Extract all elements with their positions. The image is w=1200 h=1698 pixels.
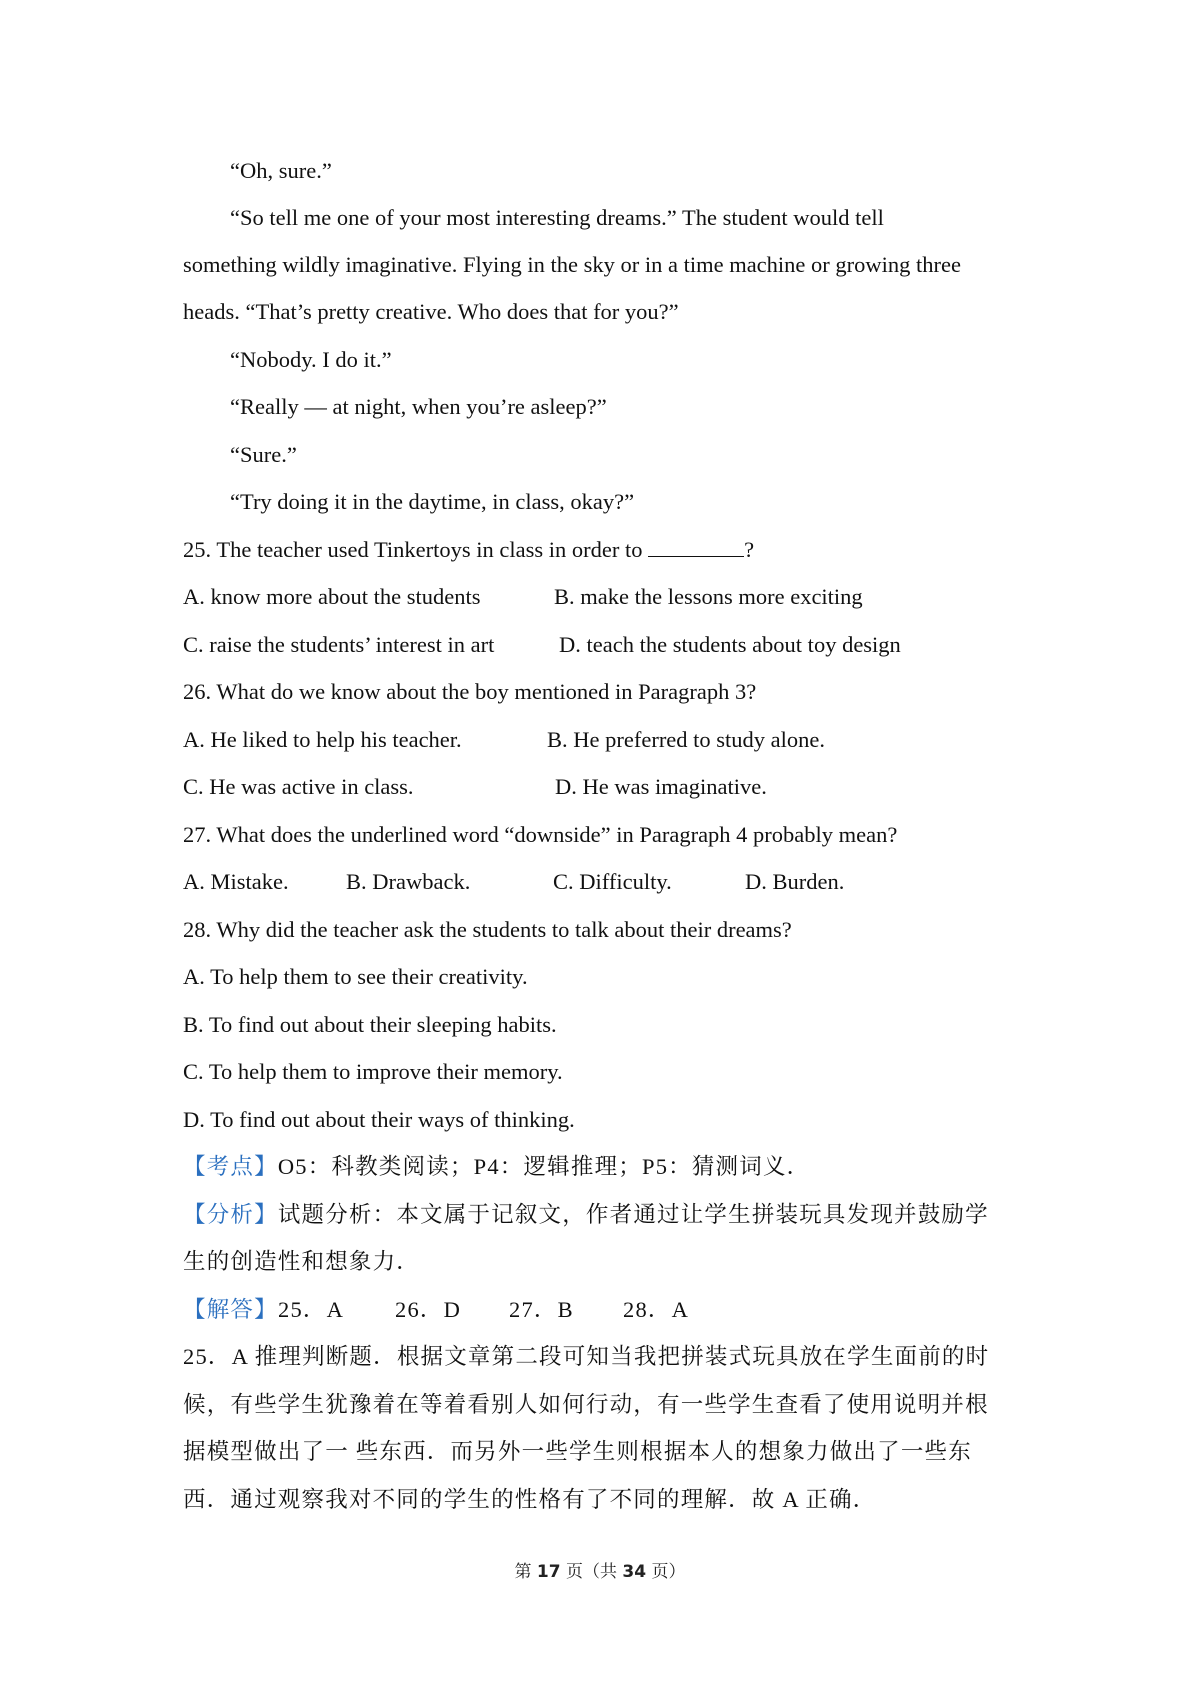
footer-middle: 页（共 [560, 1562, 623, 1582]
question-28-stem: 28. Why did the teacher ask the students to talk about their dreams? [183, 917, 792, 942]
q28-option-d: D. To find out about their ways of thinking. [183, 1107, 575, 1132]
q26-option-a: A. He liked to help his teacher. [183, 727, 462, 752]
q25-option-d: D. teach the students about toy design [559, 632, 901, 657]
q25-option-b: B. make the lessons more exciting [554, 584, 863, 609]
explanation-line-1: 25．A 推理判断题．根据文章第二段可知当我把拼装式玩具放在学生面前的时 [183, 1344, 990, 1369]
q26-option-d: D. He was imaginative. [555, 774, 767, 799]
q27-option-b: B. Drawback. [346, 869, 471, 894]
dialogue-line-8: “Try doing it in the daytime, in class, okay?” [230, 489, 635, 514]
footer-suffix: 页） [646, 1562, 686, 1582]
q28-option-a: A. To help them to see their creativity. [183, 964, 528, 989]
q27-option-d: D. Burden. [745, 869, 845, 894]
fenxi-line [183, 1200, 1030, 1230]
answer-blank [648, 536, 744, 557]
q28-option-b: B. To find out about their sleeping habits. [183, 1012, 557, 1037]
answer-28: 28．A [623, 1297, 690, 1322]
kaodian-text: O5：科教类阅读；P4：逻辑推理；P5：猜测词义． [277, 1154, 811, 1179]
page-footer [0, 1560, 1200, 1584]
footer-prefix: 第 [514, 1562, 537, 1582]
kaodian-line [183, 1152, 1030, 1182]
fenxi-text-2: 生的创造性和想象力． [183, 1249, 421, 1274]
jieda-tag: 【解答】 [183, 1297, 278, 1322]
explanation-line-4: 西．通过观察我对不同的学生的性格有了不同的理解．故 A 正确． [183, 1487, 877, 1512]
question-26-stem: 26. What do we know about the boy mentioned in Paragraph 3? [183, 679, 757, 704]
jieda-line [183, 1295, 1030, 1325]
dialogue-line-5: “Nobody. I do it.” [230, 347, 392, 372]
question-25-stem-text: 25. The teacher used Tinkertoys in class in order to [183, 537, 649, 562]
q25-option-c: C. raise the students’ interest in art [183, 632, 495, 657]
answer-25: 25．A [278, 1297, 345, 1322]
dialogue-line-6: “Really — at night, when you’re asleep?” [230, 394, 607, 419]
q26-option-b: B. He preferred to study alone. [547, 727, 826, 752]
dialogue-line-3: something wildly imaginative. Flying in the sky or in a time machine or growing three [183, 252, 961, 277]
question-25-stem-end: ? [744, 537, 755, 562]
answer-26: 26．D [395, 1297, 462, 1322]
fenxi-tag: 【分析】 [183, 1202, 278, 1227]
q27-option-a: A. Mistake. [183, 869, 289, 894]
dialogue-line-2: “So tell me one of your most interesting dreams.” The student would tell [230, 205, 884, 230]
dialogue-line-7: “Sure.” [230, 442, 297, 467]
explanation-line-3: 据模型做出了一 些东西．而另外一些学生则根据本人的想象力做出了一些东 [183, 1439, 972, 1464]
explanation-line-2: 候，有些学生犹豫着在等着看别人如何行动，有一些学生查看了使用说明并根 [183, 1392, 989, 1417]
page-number: 17 [536, 1562, 561, 1582]
q25-option-a: A. know more about the students [183, 584, 481, 609]
page-total: 34 [622, 1562, 647, 1582]
fenxi-text-1: 试题分析：本文属于记叙文，作者通过让学生拼装玩具发现并鼓励学 [277, 1202, 989, 1227]
dialogue-line-1: “Oh, sure.” [230, 158, 332, 183]
q26-option-c: C. He was active in class. [183, 774, 414, 799]
question-25-stem [183, 535, 1030, 565]
answer-27: 27．B [509, 1297, 574, 1322]
kaodian-tag: 【考点】 [183, 1154, 278, 1179]
q28-option-c: C. To help them to improve their memory. [183, 1059, 563, 1084]
dialogue-line-4: heads. “That’s pretty creative. Who does that for you?” [183, 299, 679, 324]
q27-option-c: C. Difficulty. [553, 869, 672, 894]
question-27-stem: 27. What does the underlined word “downside” in Paragraph 4 probably mean? [183, 822, 898, 847]
